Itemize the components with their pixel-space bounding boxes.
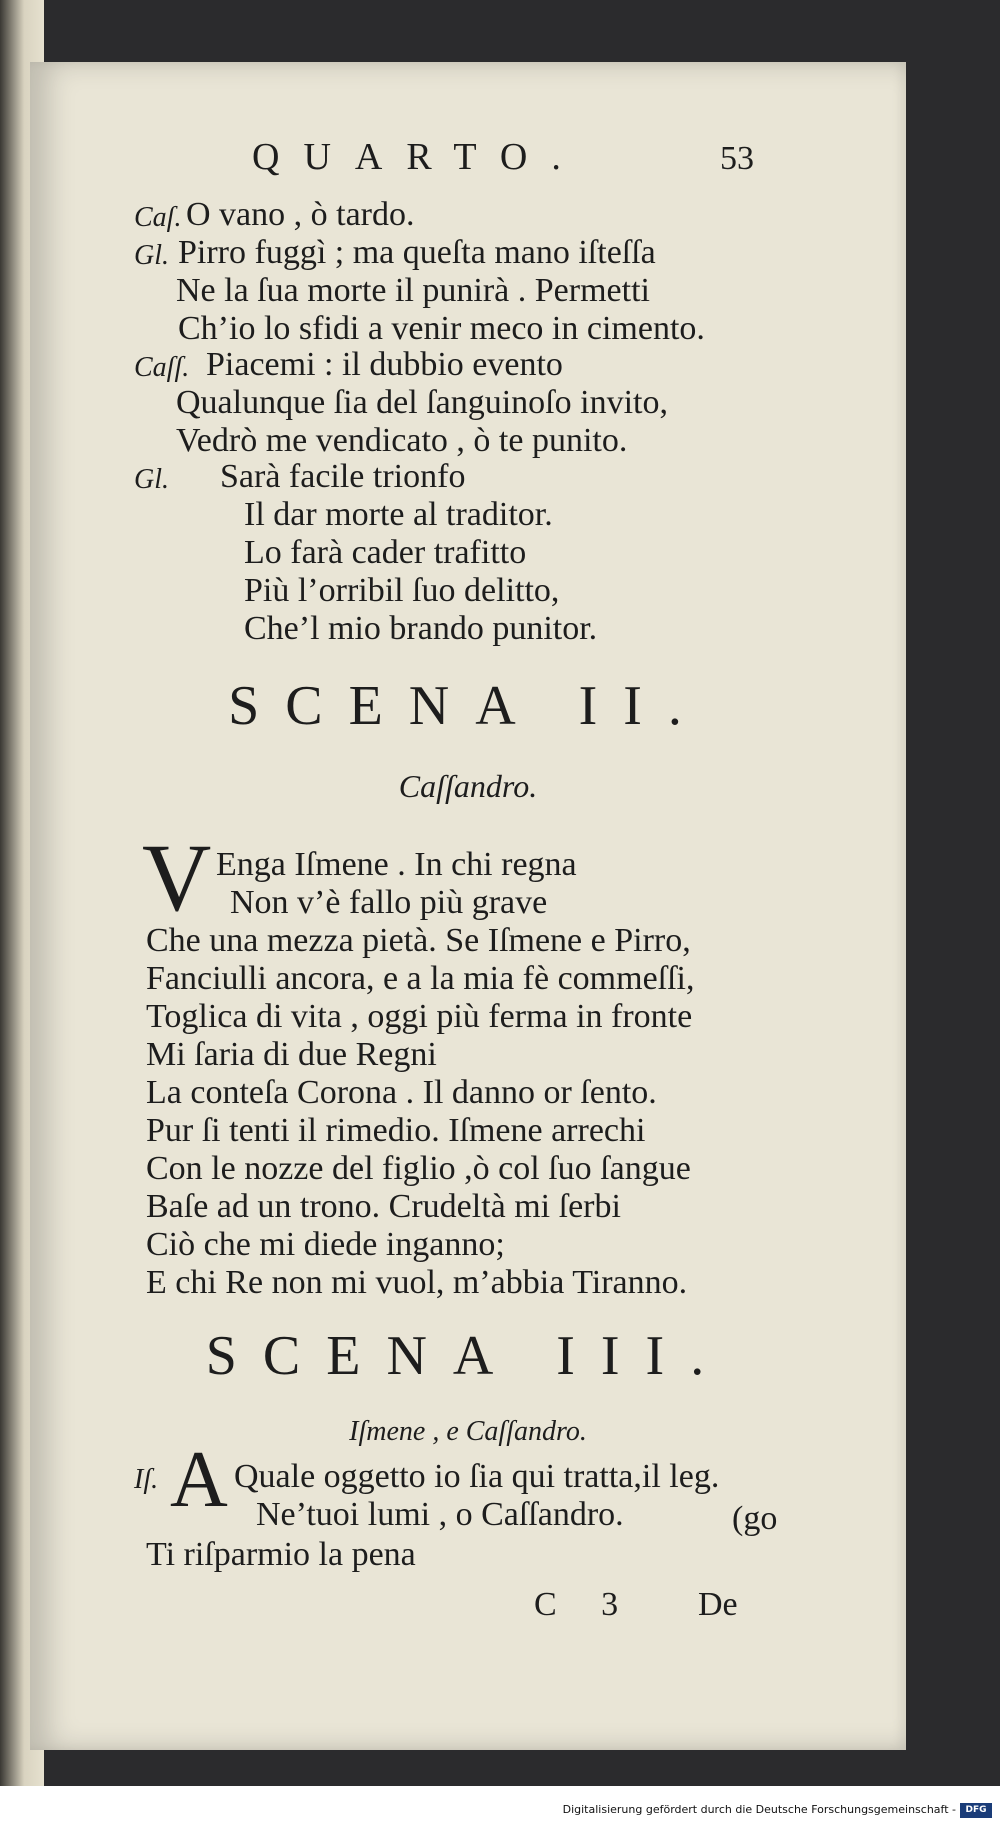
- speaker-label: Iſ.: [134, 1464, 159, 1495]
- verse-line: Qualunque ſia del ſanguinoſo invito,: [176, 384, 668, 421]
- verse-line: Ti riſparmio la pena: [146, 1536, 416, 1573]
- verse-line: O vano , ò tardo.: [186, 196, 415, 233]
- verse-line: Piacemi : il dubbio evento: [206, 346, 563, 383]
- verse-line: Ciò che mi diede inganno;: [146, 1226, 505, 1263]
- scene-heading: SCENA III.: [205, 1325, 731, 1387]
- book-page: [30, 62, 906, 1750]
- verse-line: Non v’è fallo più grave: [230, 884, 548, 921]
- verse-line: Sarà facile trionfo: [220, 458, 466, 495]
- verse-line: Che una mezza pietà. Se Iſmene e Pirro,: [146, 922, 691, 959]
- verse-line: Ne’tuoi lumi , o Caſſandro.: [256, 1496, 624, 1533]
- verse-line: Enga Iſmene . In chi regna: [216, 846, 577, 883]
- speaker-label: Gl.: [134, 464, 169, 495]
- footer-strip: [0, 1786, 1000, 1828]
- verse-line: Quale oggetto io ſia qui tratta,il leg.: [234, 1458, 720, 1495]
- verse-line: Pirro fuggì ; ma queſta mano iſteſſa: [178, 234, 656, 271]
- drop-cap: A: [170, 1436, 228, 1524]
- dfg-logo-icon: DFG: [960, 1803, 992, 1818]
- verse-line: (go: [732, 1500, 778, 1537]
- verse-line: Vedrò me vendicato , ò te punito.: [176, 422, 628, 459]
- catchword: De: [698, 1586, 738, 1623]
- signature-mark: C 3: [534, 1586, 637, 1623]
- speaker-label: Caſ.: [134, 202, 182, 233]
- verse-line: Ch’io lo sfidi a venir meco in cimento.: [178, 310, 705, 347]
- scene-heading: SCENA II.: [228, 675, 708, 737]
- verse-line: E chi Re non mi vuol, m’abbia Tiranno.: [146, 1264, 688, 1301]
- verse-line: Che’l mio brando punitor.: [244, 610, 598, 647]
- drop-cap: V: [142, 824, 212, 931]
- scene-characters: Caſſandro.: [398, 768, 538, 804]
- verse-line: La conteſa Corona . Il danno or ſento.: [146, 1074, 657, 1111]
- page-number: 53: [720, 140, 754, 177]
- running-head: QUARTO.: [252, 136, 585, 178]
- speaker-label: Gl.: [134, 240, 169, 271]
- digitization-credit: Digitalisierung gefördert durch die Deutsche Forschungsgemeinschaft -: [562, 1803, 956, 1816]
- verse-line: Mi ſaria di due Regni: [146, 1036, 437, 1073]
- scene-characters: Iſmene , e Caſſandro.: [349, 1416, 587, 1447]
- verse-line: Fanciulli ancora, e a la mia fè commeſſi,: [146, 960, 695, 997]
- verse-line: Baſe ad un trono. Crudeltà mi ſerbi: [146, 1188, 621, 1225]
- verse-line: Pur ſi tenti il rimedio. Iſmene arrechi: [146, 1112, 646, 1149]
- verse-line: Più l’orribil ſuo delitto,: [244, 572, 560, 609]
- verse-line: Ne la ſua morte il punirà . Permetti: [176, 272, 650, 309]
- verse-line: Lo farà cader trafitto: [244, 534, 527, 571]
- speaker-label: Caſſ.: [134, 352, 190, 383]
- verse-line: Con le nozze del figlio ,ò col ſuo ſangue: [146, 1150, 691, 1187]
- verse-line: Il dar morte al traditor.: [244, 496, 553, 533]
- verse-line: Toglica di vita , oggi più ferma in fronte: [146, 998, 693, 1035]
